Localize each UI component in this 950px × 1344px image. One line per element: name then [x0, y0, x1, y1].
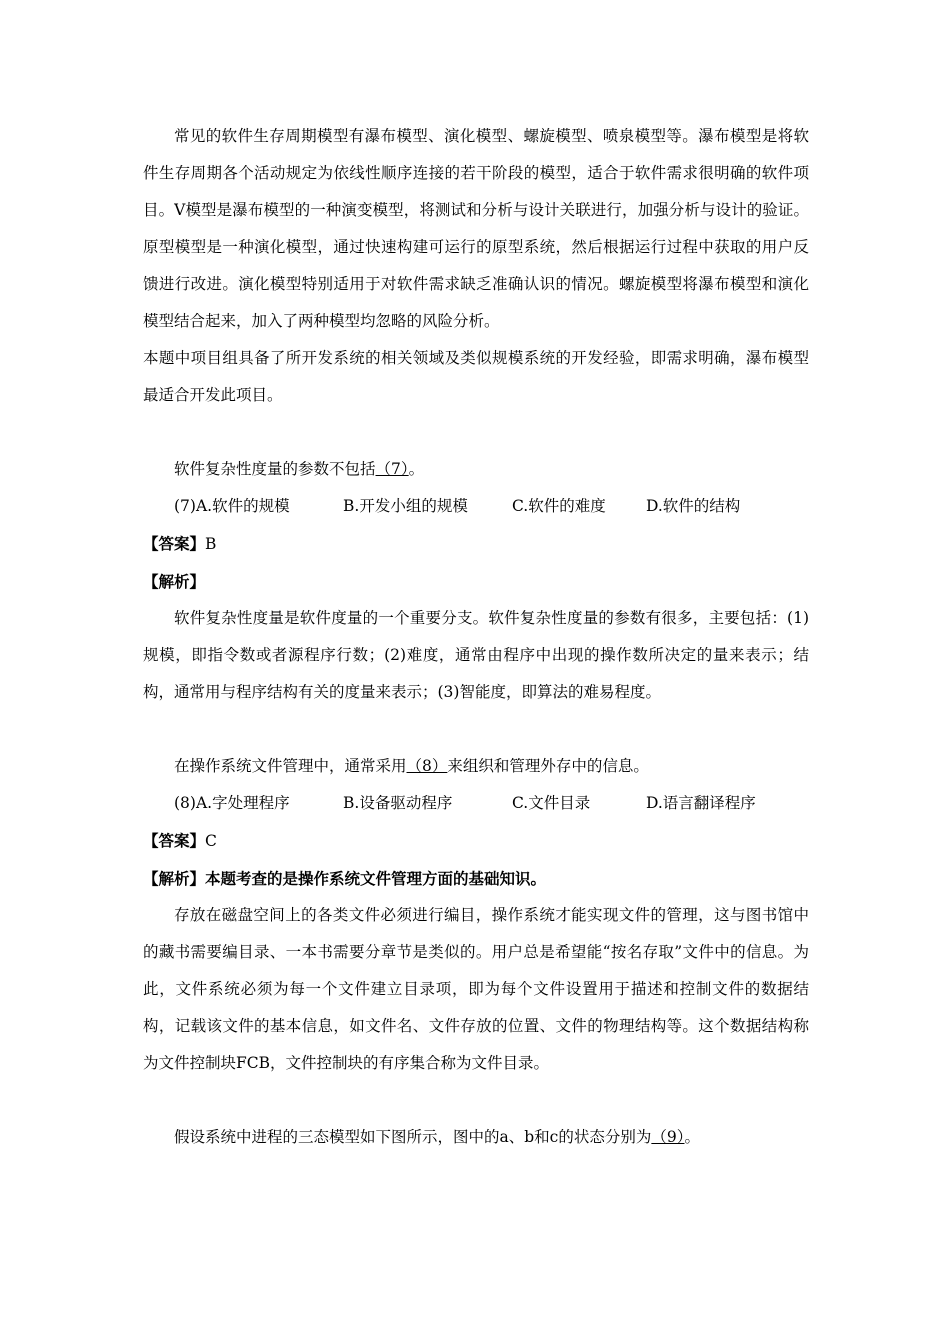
question-8-option-c: C.文件目录 [512, 794, 591, 812]
question-8-options [143, 785, 809, 822]
question-9-stem [143, 1119, 809, 1156]
question-7-option-c: C.软件的难度 [512, 497, 606, 515]
question-8-blank: （8） [406, 757, 448, 775]
answer-value: C [205, 832, 217, 850]
analysis-lead: 本题考查的是操作系统文件管理方面的基础知识。 [205, 869, 547, 888]
analysis-label: 【解析】 [143, 869, 206, 888]
question-7-blank: （7） [375, 460, 409, 478]
intro-paragraph-1: 常见的软件生存周期模型有瀑布模型、演化模型、螺旋模型、喷泉模型等。瀑布模型是将软件生存周期各个活动规定为依线性顺序连接的若干阶段的模型，适合于软件需求很明确的软件项目。V模型是瀑布模型的一种演变模型，将测试和分析与设计关联进行，加强分析与设计的验证。原型模型是一种演化模型，通过快速构建可运行的原型系统，然后根据运行过程中获取的用户反馈进行改进。演化模型特别适用于对软件需求缺乏准确认识的情况。螺旋模型将瀑布模型和演化模型结合起来，加入了两种模型均忽略的风险分析。 [143, 127, 809, 330]
question-7-option-b: B.开发小组的规模 [343, 497, 468, 515]
question-8-option-d: D.语言翻译程序 [646, 794, 756, 812]
question-7-option-d: D.软件的结构 [646, 497, 741, 515]
answer-value: B [205, 535, 217, 553]
question-7-stem-text: 软件复杂性度量的参数不包括 [174, 460, 376, 478]
question-8-stem [143, 748, 809, 785]
question-7-answer [143, 525, 809, 563]
question-7-analysis: 软件复杂性度量是软件度量的一个重要分支。软件复杂性度量的参数有很多，主要包括：(1)规模，即指令数或者源程序行数；(2)难度，通常由程序中出现的操作数所决定的量来表示；结构，通常用与程序结构有关的度量来表示；(3)智能度，即算法的难易程度。 [143, 609, 809, 701]
question-9-stem-end: 。 [684, 1128, 700, 1146]
question-7-option-a: (7)A.软件的规模 [174, 497, 290, 515]
question-7-stem [143, 451, 809, 488]
question-9-blank: （9） [651, 1128, 685, 1146]
intro-paragraph-2: 本题中项目组具备了所开发系统的相关领域及类似规模系统的开发经验，即需求明确，瀑布模型最适合开发此项目。 [143, 349, 809, 404]
question-8-stem-end: 来组织和管理外存中的信息。 [447, 757, 649, 775]
question-7-stem-end: 。 [408, 460, 425, 478]
answer-label: 【答案】 [143, 534, 206, 553]
question-7-options [143, 488, 809, 525]
question-7-analysis-label: 【解析】 [143, 572, 206, 591]
question-8-answer [143, 822, 809, 860]
question-8-analysis-heading [143, 860, 809, 897]
question-9-stem-text: 假设系统中进程的三态模型如下图所示，图中的a、b和c的状态分别为 [174, 1128, 652, 1146]
question-8-stem-text: 在操作系统文件管理中，通常采用 [174, 757, 407, 775]
question-8-option-a: (8)A.字处理程序 [174, 794, 290, 812]
answer-label: 【答案】 [143, 831, 206, 850]
question-8-option-b: B.设备驱动程序 [343, 794, 453, 812]
document-page [143, 118, 809, 1156]
question-8-analysis: 存放在磁盘空间上的各类文件必须进行编目，操作系统才能实现文件的管理，这与图书馆中的藏书需要编目录、一本书需要分章节是类似的。用户总是希望能“按名存取”文件中的信息。为此，文件系统必须为每一个文件建立目录项，即为每个文件设置用于描述和控制文件的数据结构，记载该文件的基本信息，如文件名、文件存放的位置、文件的物理结构等。这个数据结构称为文件控制块FCB，文件控制块的有序集合称为文件目录。 [143, 906, 809, 1072]
